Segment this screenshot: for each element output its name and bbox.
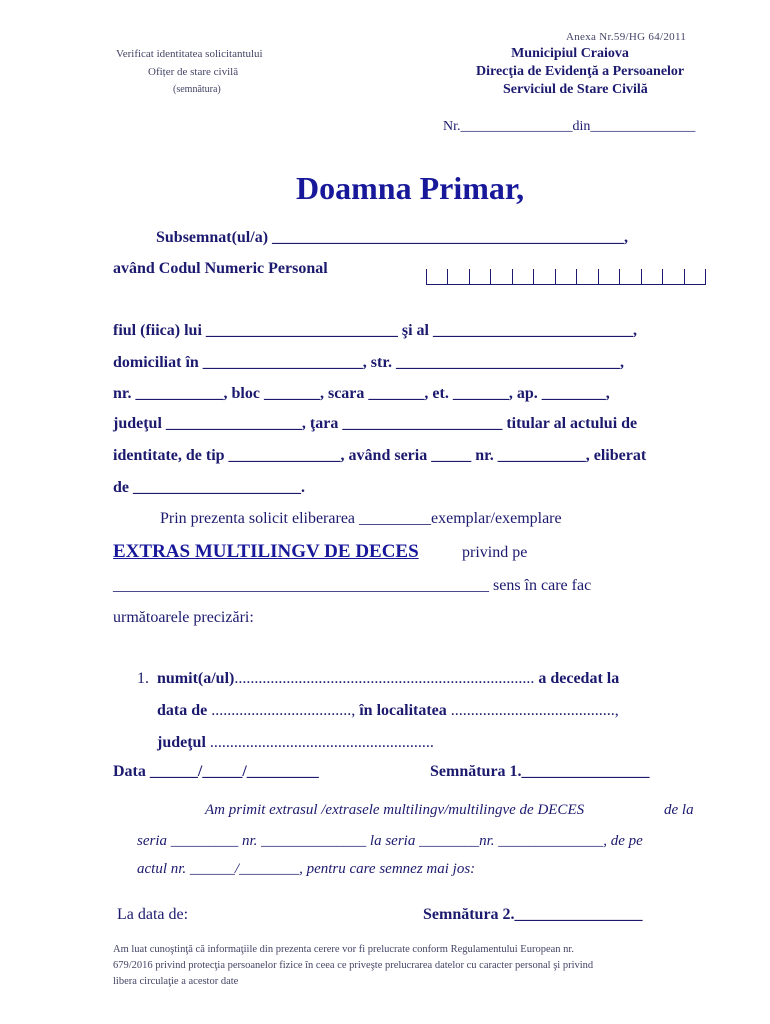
signature-2-field[interactable]: Semnătura 2.________________: [423, 906, 643, 923]
gdpr-notice-line-3: libera circulaţie a acestor date: [113, 976, 239, 987]
county-dots: ........................................................: [205, 734, 434, 751]
deceased-name-field[interactable]: [157, 670, 619, 688]
signature-1-field[interactable]: Semnătura 1.________________: [430, 763, 650, 780]
verification-line: Verificat identitatea solicitantului: [116, 48, 263, 60]
registration-number-field[interactable]: Nr.________________din_______________: [443, 119, 696, 134]
deceased-label: numit(a/ul): [157, 670, 235, 687]
county-country-field[interactable]: judeţul _________________, ţara ____________________ titular al actului de: [113, 415, 638, 432]
parents-field[interactable]: fiul (fiica) lui ________________________ şi al _________________________,: [113, 322, 637, 339]
cnp-boxes[interactable]: [426, 269, 706, 285]
receipt-series-field[interactable]: seria _________ nr. ______________ la seria ________nr. ______________, de pe: [137, 833, 643, 849]
receipt-statement: Am primit extrasul /extrasele multilingv/multilingve de DECES: [205, 802, 585, 818]
officer-line: Ofițer de stare civilă: [148, 66, 239, 78]
date-field[interactable]: Data ______/_____/_________: [113, 763, 319, 780]
gdpr-notice-line-1: Am luat cunoştinţă că informaţiile din prezenta cerere vor fi prelucrate conform Regulamentului European nr.: [113, 944, 574, 955]
directorate-name: Direcţia de Evidenţă a Persoanelor: [476, 64, 685, 79]
death-county-field[interactable]: [157, 734, 434, 752]
page-title: Doamna Primar,: [296, 170, 525, 206]
receipt-from-label: de la: [664, 802, 694, 818]
locality-label: în localitatea: [355, 702, 447, 719]
address-details-field[interactable]: nr. ___________, bloc _______, scara _______, et. _______, ap. ________,: [113, 385, 610, 402]
clarifications-label: următoarele precizări:: [113, 609, 254, 626]
death-date-label: data de: [157, 702, 208, 719]
receipt-date-label: La data de:: [117, 906, 189, 923]
domicile-field[interactable]: domiciliat în ____________________, str. ____________________________,: [113, 354, 624, 371]
signature-hint: (semnătura): [173, 84, 221, 95]
issued-by-field[interactable]: de _____________________.: [113, 479, 305, 496]
death-date-dots: ...................................,: [207, 702, 356, 719]
document-type-title: EXTRAS MULTILINGV DE DECES: [113, 541, 419, 562]
annex-label: Anexa Nr.59/HG 64/2011: [566, 31, 687, 43]
deceased-at-label: a decedat la: [534, 670, 620, 687]
regarding-person-field[interactable]: _______________________________________________ sens în care fac: [113, 577, 592, 594]
regarding-label: privind pe: [462, 544, 528, 561]
applicant-name-field[interactable]: Subsemnat(ul/a) ____________________________________________,: [156, 229, 629, 246]
id-document-field[interactable]: identitate, de tip ______________, având seria _____ nr. ___________, eliberat: [113, 447, 647, 464]
copies-request-field[interactable]: Prin prezenta solicit eliberarea _________exemplar/exemplare: [160, 510, 562, 527]
gdpr-notice-line-2: 679/2016 privind protecţia persoanelor fizice în ceea ce priveşte prelucrarea datelor cu caracter personal şi privind: [113, 960, 594, 971]
deceased-dots: ...........................................................................: [234, 670, 535, 687]
cnp-label: având Codul Numeric Personal: [113, 260, 328, 277]
receipt-act-field[interactable]: actul nr. ______/________, pentru care semnez mai jos:: [137, 861, 476, 877]
death-date-place-field[interactable]: [157, 702, 619, 720]
municipality-name: Municipiul Craiova: [511, 46, 629, 61]
service-name: Serviciul de Stare Civilă: [503, 82, 648, 97]
item-number: 1.: [137, 670, 149, 687]
locality-dots: .........................................,: [446, 702, 619, 719]
county-label: judeţul: [157, 734, 206, 751]
